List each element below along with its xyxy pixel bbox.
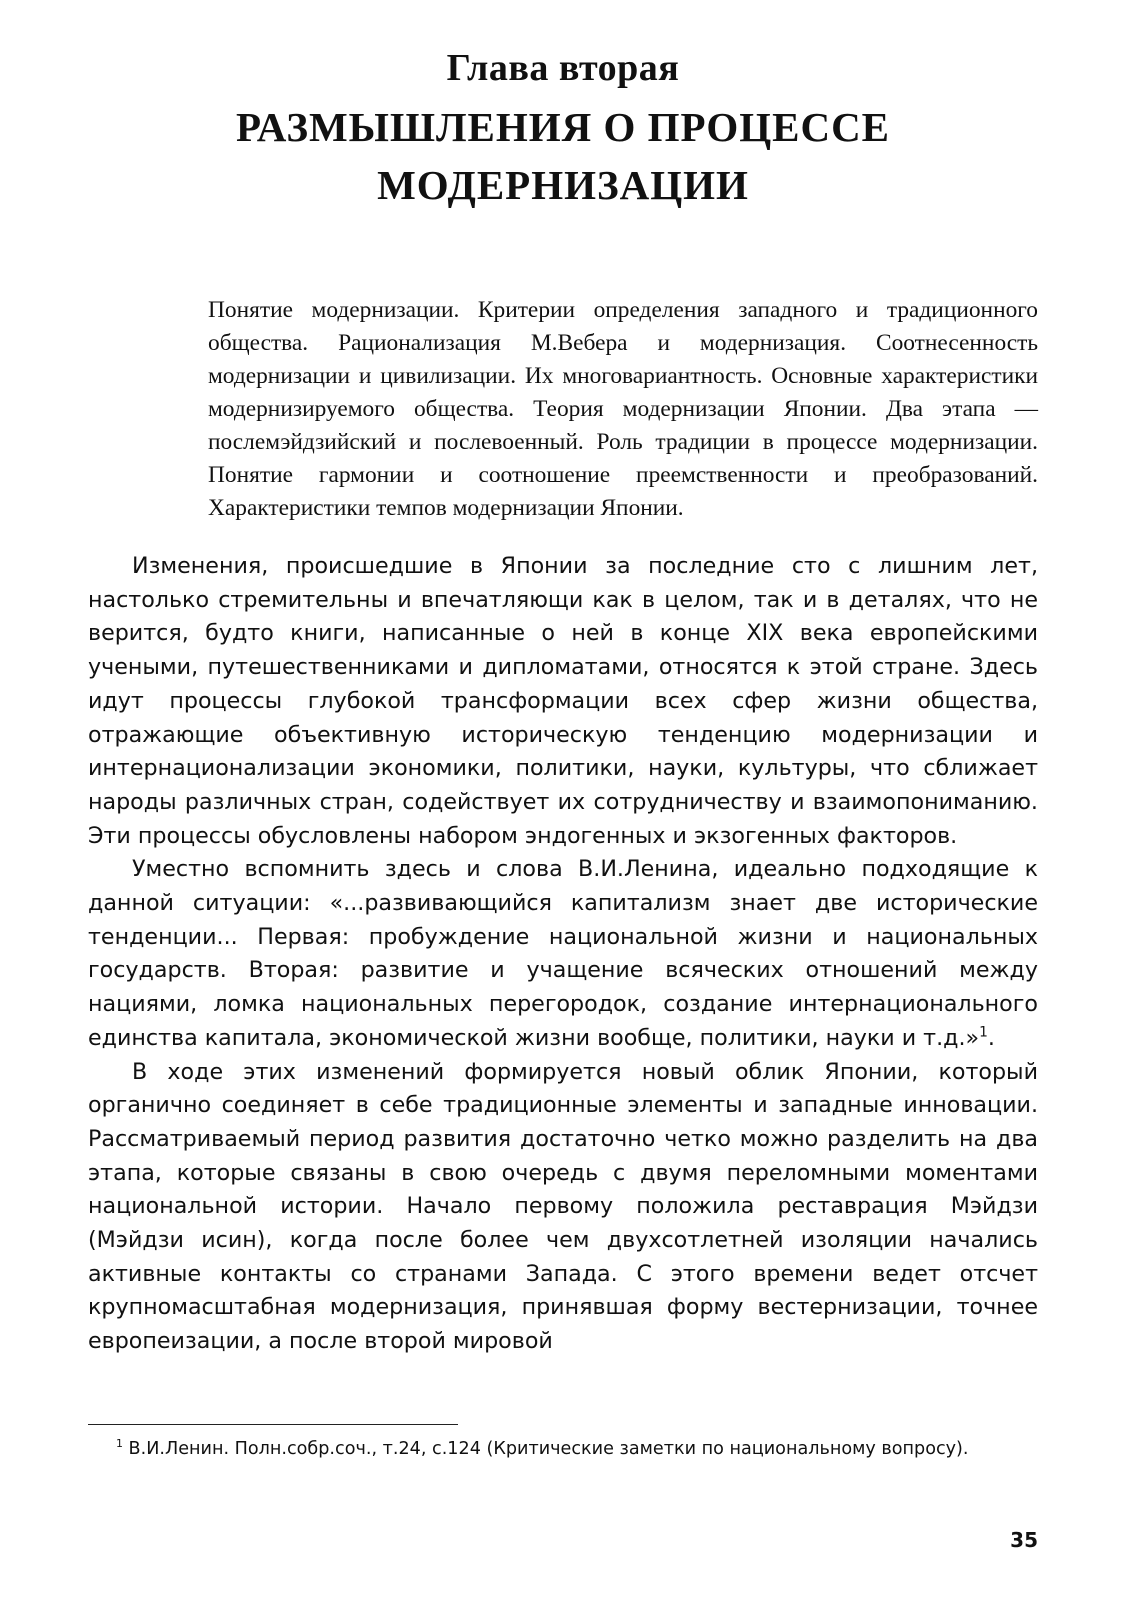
paragraph-3: В ходе этих изменений формируется новый облик Японии, который органично соединяет в себе традиционные элементы и западные инновации. Рассматриваемый период развития достаточно четко можно разделить на два этапа, которые связаны в свою очередь с двумя переломными моментами национальной истории. Начало первому положила реставрация Мэйдзи (Мэйдзи исин), когда после более чем двухсотлетней изоляции начались активные контакты со странами Запада. С этого времени ведет отсчет крупномасштабная модернизация, принявшая форму вестернизации, точнее европеизации, а после второй мировой bbox=[88, 1058, 1038, 1355]
chapter-label: Глава вторая bbox=[446, 47, 680, 89]
paragraph-2 bbox=[88, 853, 1038, 1055]
footnote-divider bbox=[88, 1424, 458, 1425]
paragraph-2-text: Уместно вспомнить здесь и слова В.И.Ленина, идеально подходящие к данной ситуации: «...развивающийся капитализм знает две исторические тенденции... Первая: пробуждение национальной жизни и национальных государств. Вторая: развитие и учащение всяческих отношений между нациями, ломка национальных перегородок, создание интернационального единства капитала, экономической жизни вообще, политики, науки и т.д.» bbox=[88, 856, 1038, 1051]
book-page bbox=[88, 40, 1038, 1560]
chapter-title-line-1: РАЗМЫШЛЕНИЯ О ПРОЦЕССЕ bbox=[235, 104, 891, 150]
chapter-abstract: Понятие модернизации. Критерии определения западного и традиционного общества. Рационализация М.Вебера и модернизация. Соотнесенность модернизации и цивилизации. Их многовариантность. Основные характеристики модернизируемого общества. Теория модернизации Японии. Два этапа — послемэйдзийский и послевоенный. Роль традиции в процессе модернизации. Понятие гармонии и соотношение преемственности и преобразований. Характеристики темпов модернизации Японии. bbox=[208, 297, 1038, 521]
chapter-title-line-2: МОДЕРНИЗАЦИИ bbox=[377, 162, 749, 208]
footnote bbox=[88, 1435, 1038, 1463]
chapter-title bbox=[88, 98, 1038, 214]
paragraph-2-end: . bbox=[987, 1024, 995, 1051]
footnote-marker: 1 bbox=[116, 1437, 123, 1451]
footnote-reference: 1 bbox=[979, 1024, 988, 1041]
page-number: 35 bbox=[1010, 1528, 1038, 1552]
body-text bbox=[88, 550, 1038, 1359]
footnote-text: В.И.Ленин. Полн.собр.соч., т.24, с.124 (Критические заметки по национальному вопросу). bbox=[122, 1439, 969, 1459]
paragraph-1: Изменения, происшедшие в Японии за последние сто с лишним лет, настолько стремительны и впечатляющи как в целом, так и в деталях, что не верится, будто книги, написанные о ней в конце XIX века европейскими учеными, путешественниками и дипломатами, относятся к этой стране. Здесь идут процессы глубокой трансформации всех сфер жизни общества, отражающие объективную историческую тенденцию модернизации и интернационализации экономики, политики, науки, культуры, что сближает народы различных стран, содействует их сотрудничеству и взаимопониманию. Эти процессы обусловлены набором эндогенных и экзогенных факторов. bbox=[88, 553, 1038, 849]
